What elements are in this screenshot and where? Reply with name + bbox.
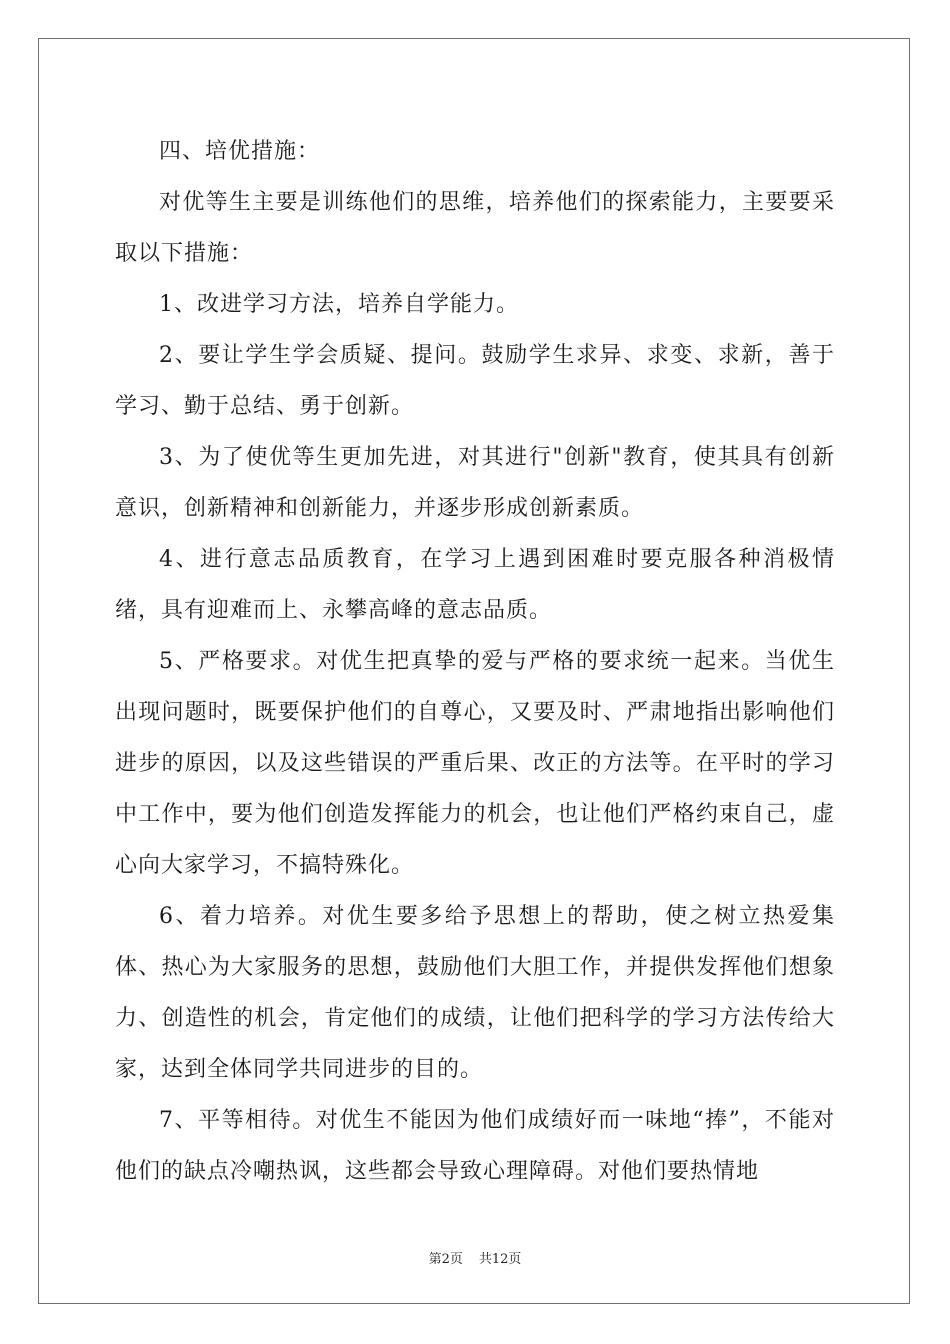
- document-body: [115, 126, 835, 1197]
- page-total: 共12页: [478, 1252, 522, 1267]
- page-footer: [0, 1248, 950, 1267]
- paragraph-item-5: 5、严格要求。对优生把真挚的爱与严格的要求统一起来。当优生出现问题时，既要保护他们的自尊心，又要及时、严肃地指出影响他们进步的原因，以及这些错误的严重后果、改正的方法等。在平时的学习中工作中，要为他们创造发挥能力的机会，也让他们严格约束自己，虚心向大家学习，不搞特殊化。: [115, 649, 835, 878]
- paragraph-item-3: 3、为了使优等生更加先进，对其进行"创新"教育，使其具有创新意识，创新精神和创新能力，并逐步形成创新素质。: [115, 445, 835, 521]
- paragraph-item-1: 1、改进学习方法，培养自学能力。: [159, 292, 519, 317]
- paragraph-item-6: 6、着力培养。对优生要多给予思想上的帮助，使之树立热爱集体、热心为大家服务的思想，鼓励他们大胆工作，并提供发挥他们想象力、创造性的机会，肯定他们的成绩，让他们把科学的学习方法传给大家，达到全体同学共同进步的目的。: [115, 904, 835, 1082]
- page-number: 第2页: [428, 1252, 463, 1267]
- paragraph-item-4: 4、进行意志品质教育，在学习上遇到困难时要克服各种消极情绪，具有迎难而上、永攀高峰的意志品质。: [115, 547, 835, 623]
- section-heading: 四、培优措施：: [159, 139, 321, 164]
- paragraph-intro: 对优等生主要是训练他们的思维，培养他们的探索能力，主要要采取以下措施：: [115, 190, 835, 266]
- paragraph-item-7: 7、平等相待。对优生不能因为他们成绩好而一味地“捧”，不能对他们的缺点冷嘲热讽，这些都会导致心理障碍。对他们要热情地: [115, 1108, 835, 1184]
- paragraph-item-2: 2、要让学生学会质疑、提问。鼓励学生求异、求变、求新，善于学习、勤于总结、勇于创新。: [115, 343, 835, 419]
